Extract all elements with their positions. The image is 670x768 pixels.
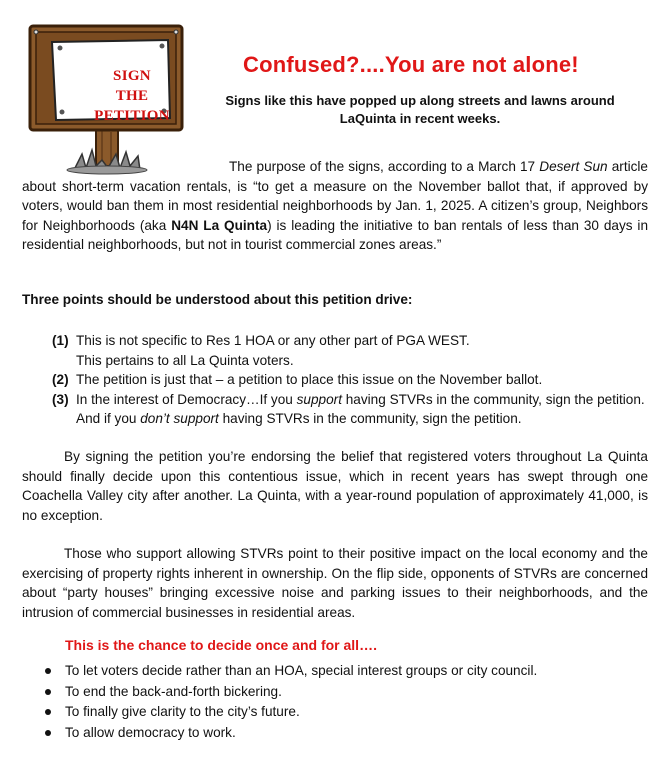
support-emphasis: support bbox=[296, 391, 342, 407]
intro-paragraph bbox=[22, 157, 648, 255]
point-text: This is not specific to Res 1 HOA or any other part of PGA WEST. bbox=[76, 333, 470, 348]
dont-support-emphasis: don’t support bbox=[140, 411, 219, 426]
sign-line-3: PETITION bbox=[94, 108, 170, 124]
point-2 bbox=[52, 370, 652, 390]
chance-heading: This is the chance to decide once and for all…. bbox=[65, 637, 377, 653]
point-3 bbox=[52, 390, 652, 429]
point-text bbox=[76, 390, 652, 429]
intro-text-a: The purpose of the signs, according to a March 17 bbox=[229, 159, 540, 174]
point-number: (1) bbox=[52, 333, 69, 348]
sign-text bbox=[80, 66, 184, 126]
sign-line-1: SIGN bbox=[113, 68, 151, 84]
point-3-text-b: having STVRs in the community, sign the petition. And if you bbox=[76, 391, 645, 426]
sign-the-petition-illustration bbox=[22, 14, 190, 176]
headline: Confused?....You are not alone! bbox=[243, 52, 579, 77]
points-heading: Three points should be understood about this petition drive: bbox=[22, 292, 413, 307]
subheadline: Signs like this have popped up along streets and lawns around LaQuinta in recent weeks. bbox=[225, 93, 615, 126]
reasons-list bbox=[42, 661, 537, 743]
intro-text-c: ) is leading the initiative to ban rentals of less than 30 days in residential neighborhoods, but not in tourist commercial zones areas.” bbox=[22, 217, 649, 252]
point-1 bbox=[52, 331, 652, 370]
paragraph-2: By signing the petition you’re endorsing the belief that registered voters throughout La Quinta should finally decide upon this contentious issue, which in recent years has swept through one Coachella Valley city after another. La Quinta, with a year-round population of approximately 41,000, is no exception. bbox=[22, 449, 648, 523]
point-3-text-c: having STVRs in the community, sign the petition. bbox=[218, 411, 522, 426]
list-item: To end the back-and-forth bickering. bbox=[42, 682, 537, 703]
paragraph-3: Those who support allowing STVRs point to their positive impact on the local economy and the exercising of property rights inherent in ownership. On the flip side, opponents of STVRs are concerned about “party houses” bringing excessive noise and parking issues to their neighborhoods, and the intrusion of commercial businesses in residential areas. bbox=[22, 546, 648, 620]
point-number: (3) bbox=[52, 391, 69, 407]
list-item: To finally give clarity to the city’s future. bbox=[42, 702, 537, 723]
point-text-2: This pertains to all La Quinta voters. bbox=[76, 352, 294, 368]
group-name: N4N La Quinta bbox=[171, 217, 268, 233]
list-item: To let voters decide rather than an HOA, special interest groups or city council. bbox=[42, 661, 537, 682]
list-item: To allow democracy to work. bbox=[42, 723, 537, 744]
point-3-text-a: In the interest of Democracy…If you bbox=[76, 391, 297, 407]
sign-line-2: THE bbox=[115, 88, 149, 104]
source-name: Desert Sun bbox=[539, 159, 608, 174]
point-text: The petition is just that – a petition to place this issue on the November ballot. bbox=[76, 372, 543, 387]
intro-text-b: article about short-term vacation rentals, is “to get a measure on the November ballot that, if approved by voters, would ban them in most residential neighborhoods by Jan. 1, 2025. A citizen’s group, Neighbors for Neighborhoods (aka bbox=[22, 159, 648, 233]
point-number: (2) bbox=[52, 372, 69, 387]
points-list bbox=[52, 331, 652, 429]
